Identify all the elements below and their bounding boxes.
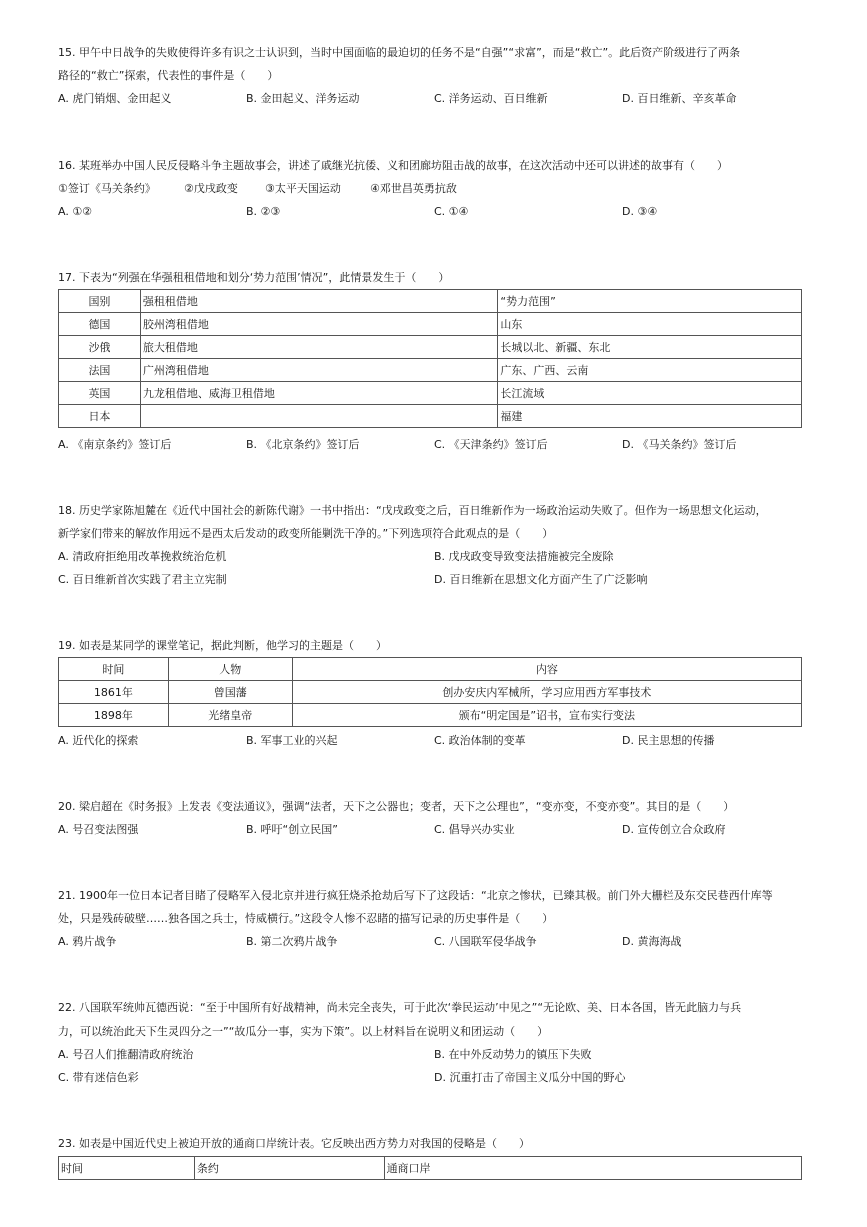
table-row xyxy=(59,336,802,359)
question-15-option-d[interactable]: D. 百日维新、辛亥革命 xyxy=(622,92,737,105)
question-15-option-b[interactable]: B. 金田起义、洋务运动 xyxy=(246,92,360,105)
table-header-cell: 条约 xyxy=(194,1157,384,1180)
table-header-row xyxy=(59,658,802,681)
table-header-cell: 人物 xyxy=(168,658,292,681)
question-22-option-b[interactable]: B. 在中外反动势力的镇压下失败 xyxy=(434,1048,592,1061)
table-header-cell: 时间 xyxy=(59,1157,195,1180)
table-cell: 颁布“明定国是”诏书，宣布实行变法 xyxy=(292,704,801,727)
question-20-option-b[interactable]: B. 呼吁“创立民国” xyxy=(246,823,338,836)
table-cell: 法国 xyxy=(59,359,141,382)
table-cell: 长江流域 xyxy=(498,382,802,405)
question-16-option-d[interactable]: D. ③④ xyxy=(622,205,658,218)
question-22-option-c[interactable]: C. 带有迷信色彩 xyxy=(58,1071,139,1084)
question-20-option-c[interactable]: C. 倡导兴办实业 xyxy=(434,823,515,836)
question-21-option-a[interactable]: A. 鸦片战争 xyxy=(58,935,117,948)
table-row xyxy=(59,704,802,727)
table-header-row xyxy=(59,1157,802,1180)
table-cell: 旅大租借地 xyxy=(140,336,498,359)
table-header-cell: 时间 xyxy=(59,658,169,681)
table-cell: 胶州湾租借地 xyxy=(140,313,498,336)
question-18-stem-line1: 18. 历史学家陈旭麓在《近代中国社会的新陈代谢》一书中指出：“戊戌政变之后，百日维新作为一场政治运动失败了。但作为一场思想文化运动， xyxy=(58,504,767,517)
table-cell: 日本 xyxy=(59,405,141,428)
question-16-option-a[interactable]: A. ①② xyxy=(58,205,93,218)
question-20-option-d[interactable]: D. 宣传创立合众政府 xyxy=(622,823,726,836)
table-cell: 1861年 xyxy=(59,681,169,704)
question-15-stem-line2: 路径的“救亡”探索，代表性的事件是（ ） xyxy=(58,69,279,82)
question-21-stem-line2: 处，只是残砖破壁……独各国之兵士，恃威横行。”这段令人惨不忍睹的描写记录的历史事件是（ ） xyxy=(58,912,554,925)
question-20-stem-line1: 20. 梁启超在《时务报》上发表《变法通议》，强调“法者，天下之公器也；变者，天下之公理也”，“变亦变，不变亦变”。其目的是（ ） xyxy=(58,800,735,813)
question-16-item-1: ①签订《马关条约》 xyxy=(58,182,156,195)
question-22-option-a[interactable]: A. 号召人们推翻清政府统治 xyxy=(58,1048,194,1061)
question-15-option-a[interactable]: A. 虎门销烟、金田起义 xyxy=(58,92,172,105)
table-cell: 长城以北、新疆、东北 xyxy=(498,336,802,359)
question-17-option-a[interactable]: A. 《南京条约》签订后 xyxy=(58,438,172,451)
table-header-cell: 强租租借地 xyxy=(140,290,498,313)
question-23-stem-line1: 23. 如表是中国近代史上被迫开放的通商口岸统计表。它反映出西方势力对我国的侵略是（ ） xyxy=(58,1137,530,1150)
question-22-stem-line1: 22. 八国联军统帅瓦德西说：“至于中国所有好战精神，尚未完全丧失，可于此次‘拳民运动’中见之”“无论欧、美、日本各国，皆无此脑力与兵 xyxy=(58,1001,742,1014)
question-17-stem-line1: 17. 下表为“列强在华强租租借地和划分‘势力范围’情况”，此情景发生于（ ） xyxy=(58,271,450,284)
table-cell: 广东、广西、云南 xyxy=(498,359,802,382)
question-18-option-c[interactable]: C. 百日维新首次实践了君主立宪制 xyxy=(58,573,227,586)
table-cell: 福建 xyxy=(498,405,802,428)
table-cell: 沙俄 xyxy=(59,336,141,359)
table-cell xyxy=(140,405,498,428)
question-18-option-d[interactable]: D. 百日维新在思想文化方面产生了广泛影响 xyxy=(434,573,648,586)
question-21-stem-line1: 21. 1900年一位日本记者目睹了侵略军入侵北京并进行疯狂烧杀抢劫后写下了这段话：“北京之惨状，已臻其极。前门外大栅栏及东交民巷西什库等 xyxy=(58,889,773,902)
question-19-option-b[interactable]: B. 军事工业的兴起 xyxy=(246,734,338,747)
table-cell: 九龙租借地、威海卫租借地 xyxy=(140,382,498,405)
question-19-option-a[interactable]: A. 近代化的探索 xyxy=(58,734,139,747)
table-cell: 山东 xyxy=(498,313,802,336)
table-cell: 光绪皇帝 xyxy=(168,704,292,727)
question-23-table xyxy=(58,1156,802,1180)
question-22-option-d[interactable]: D. 沉重打击了帝国主义瓜分中国的野心 xyxy=(434,1071,626,1084)
question-15-stem-line1: 15. 甲午中日战争的失败使得许多有识之士认识到，当时中国面临的最迫切的任务不是“自强”“求富”，而是“救亡”。此后资产阶级进行了两条 xyxy=(58,46,741,59)
table-row xyxy=(59,405,802,428)
question-19-option-d[interactable]: D. 民主思想的传播 xyxy=(622,734,715,747)
question-16-item-4: ④邓世昌英勇抗敌 xyxy=(370,182,457,195)
table-header-row xyxy=(59,290,802,313)
question-18-option-b[interactable]: B. 戊戌政变导致变法措施被完全废除 xyxy=(434,550,614,563)
table-row xyxy=(59,359,802,382)
question-19-stem-line1: 19. 如表是某同学的课堂笔记，据此判断，他学习的主题是（ ） xyxy=(58,639,387,652)
table-cell: 英国 xyxy=(59,382,141,405)
table-header-cell: “势力范围” xyxy=(498,290,802,313)
table-header-cell: 内容 xyxy=(292,658,801,681)
question-16-stem-line1: 16. 某班举办中国人民反侵略斗争主题故事会，讲述了戚继光抗倭、义和团廊坊阻击战的故事，在这次活动中还可以讲述的故事有（ ） xyxy=(58,159,728,172)
question-16-item-2: ②戊戌政变 xyxy=(184,182,238,195)
table-row xyxy=(59,313,802,336)
table-cell: 曾国藩 xyxy=(168,681,292,704)
question-19-table xyxy=(58,657,802,727)
question-21-option-b[interactable]: B. 第二次鸦片战争 xyxy=(246,935,338,948)
table-header-cell: 通商口岸 xyxy=(384,1157,801,1180)
table-cell: 广州湾租借地 xyxy=(140,359,498,382)
question-16-option-b[interactable]: B. ②③ xyxy=(246,205,281,218)
question-17-option-c[interactable]: C. 《天津条约》签订后 xyxy=(434,438,548,451)
question-16-option-c[interactable]: C. ①④ xyxy=(434,205,469,218)
question-21-option-d[interactable]: D. 黄海海战 xyxy=(622,935,682,948)
table-header-cell: 国别 xyxy=(59,290,141,313)
table-cell: 1898年 xyxy=(59,704,169,727)
question-19-option-c[interactable]: C. 政治体制的变革 xyxy=(434,734,526,747)
question-18-option-a[interactable]: A. 清政府拒绝用改革挽救统治危机 xyxy=(58,550,227,563)
table-row xyxy=(59,382,802,405)
question-18-stem-line2: 新学家们带来的解放作用远不是西太后发动的政变所能剿洗干净的。”下列选项符合此观点的是（ ） xyxy=(58,527,554,540)
table-cell: 德国 xyxy=(59,313,141,336)
question-17-option-b[interactable]: B. 《北京条约》签订后 xyxy=(246,438,360,451)
question-15-option-c[interactable]: C. 洋务运动、百日维新 xyxy=(434,92,548,105)
question-21-option-c[interactable]: C. 八国联军侵华战争 xyxy=(434,935,537,948)
question-20-option-a[interactable]: A. 号召变法图强 xyxy=(58,823,139,836)
table-cell: 创办安庆内军械所，学习应用西方军事技术 xyxy=(292,681,801,704)
table-row xyxy=(59,681,802,704)
question-17-table xyxy=(58,289,802,428)
question-17-option-d[interactable]: D. 《马关条约》签订后 xyxy=(622,438,737,451)
question-16-item-3: ③太平天国运动 xyxy=(265,182,341,195)
question-22-stem-line2: 力，可以统治此天下生灵四分之一”“故瓜分一事，实为下策”。以上材料旨在说明义和团运动（ ） xyxy=(58,1025,549,1038)
